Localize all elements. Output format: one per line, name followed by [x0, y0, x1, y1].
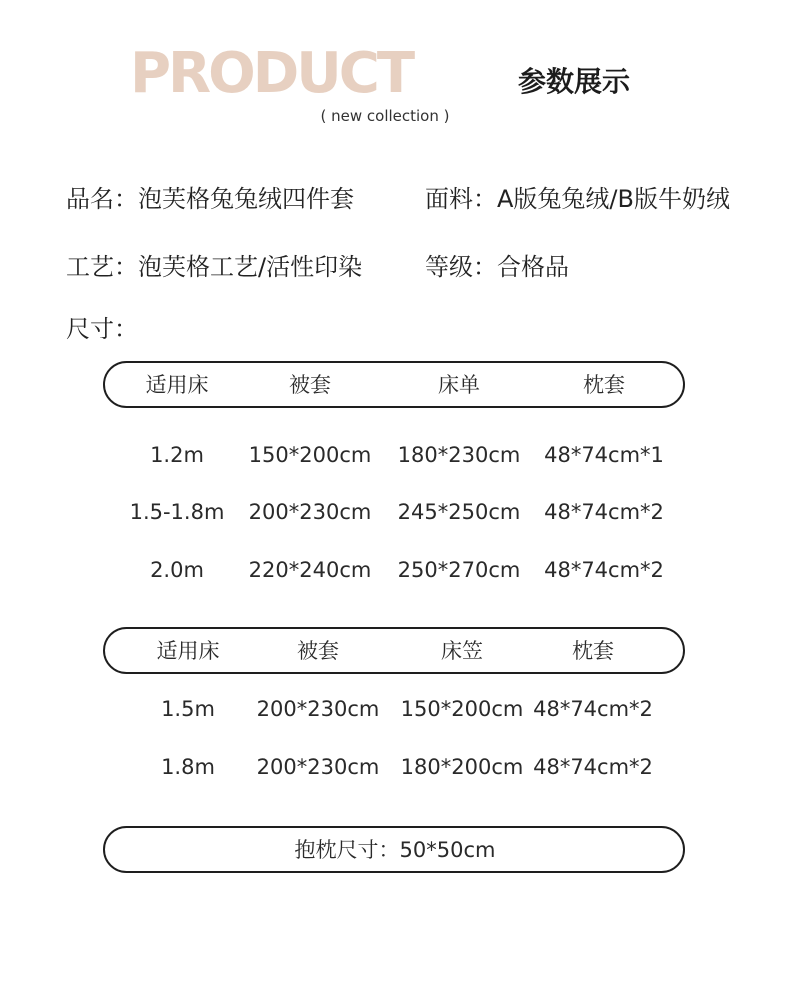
- table-cell: 1.5-1.8m: [129, 500, 225, 524]
- table-cell: 180*230cm: [397, 443, 521, 467]
- spec-size-label: 尺寸：: [66, 315, 138, 343]
- table2-header-pillowcase: 枕套: [572, 639, 614, 663]
- spec-grade: 等级：合格品: [425, 253, 569, 281]
- table-cell: 1.8m: [161, 755, 215, 779]
- table-cell: 150*200cm: [400, 697, 524, 721]
- table1-header-sheet: 床单: [438, 373, 480, 397]
- table-cell: 48*74cm*2: [533, 755, 653, 779]
- table-cell: 200*230cm: [256, 697, 380, 721]
- pillow-size-label: 抱枕尺寸：50*50cm: [294, 838, 496, 862]
- table-cell: 48*74cm*1: [544, 443, 664, 467]
- table-cell: 1.5m: [161, 697, 215, 721]
- spec-fabric: 面料：A版兔兔绒/B版牛奶绒: [425, 185, 730, 213]
- table-cell: 48*74cm*2: [544, 558, 664, 582]
- table-cell: 200*230cm: [248, 500, 372, 524]
- table-cell: 48*74cm*2: [544, 500, 664, 524]
- table-cell: 200*230cm: [256, 755, 380, 779]
- table2-header-duvet: 被套: [297, 639, 339, 663]
- table1-header-bed: 适用床: [145, 373, 209, 397]
- table-cell: 150*200cm: [248, 443, 372, 467]
- table2-header-bed: 适用床: [156, 639, 220, 663]
- table-cell: 250*270cm: [397, 558, 521, 582]
- table1-header-duvet: 被套: [289, 373, 331, 397]
- table-cell: 245*250cm: [397, 500, 521, 524]
- spec-product-name: 品名：泡芙格兔兔绒四件套: [66, 185, 354, 213]
- tagline: ( new collection ): [320, 107, 450, 125]
- brand-wordmark: PRODUCT: [130, 41, 413, 106]
- table-cell: 220*240cm: [248, 558, 372, 582]
- table-cell: 1.2m: [150, 443, 204, 467]
- table-cell: 2.0m: [150, 558, 204, 582]
- table2-header-fitted-sheet: 床笠: [441, 639, 483, 663]
- table1-header-pillowcase: 枕套: [583, 373, 625, 397]
- table-cell: 48*74cm*2: [533, 697, 653, 721]
- page-title: 参数展示: [518, 65, 631, 98]
- spec-craft: 工艺：泡芙格工艺/活性印染: [66, 253, 363, 281]
- table-cell: 180*200cm: [400, 755, 524, 779]
